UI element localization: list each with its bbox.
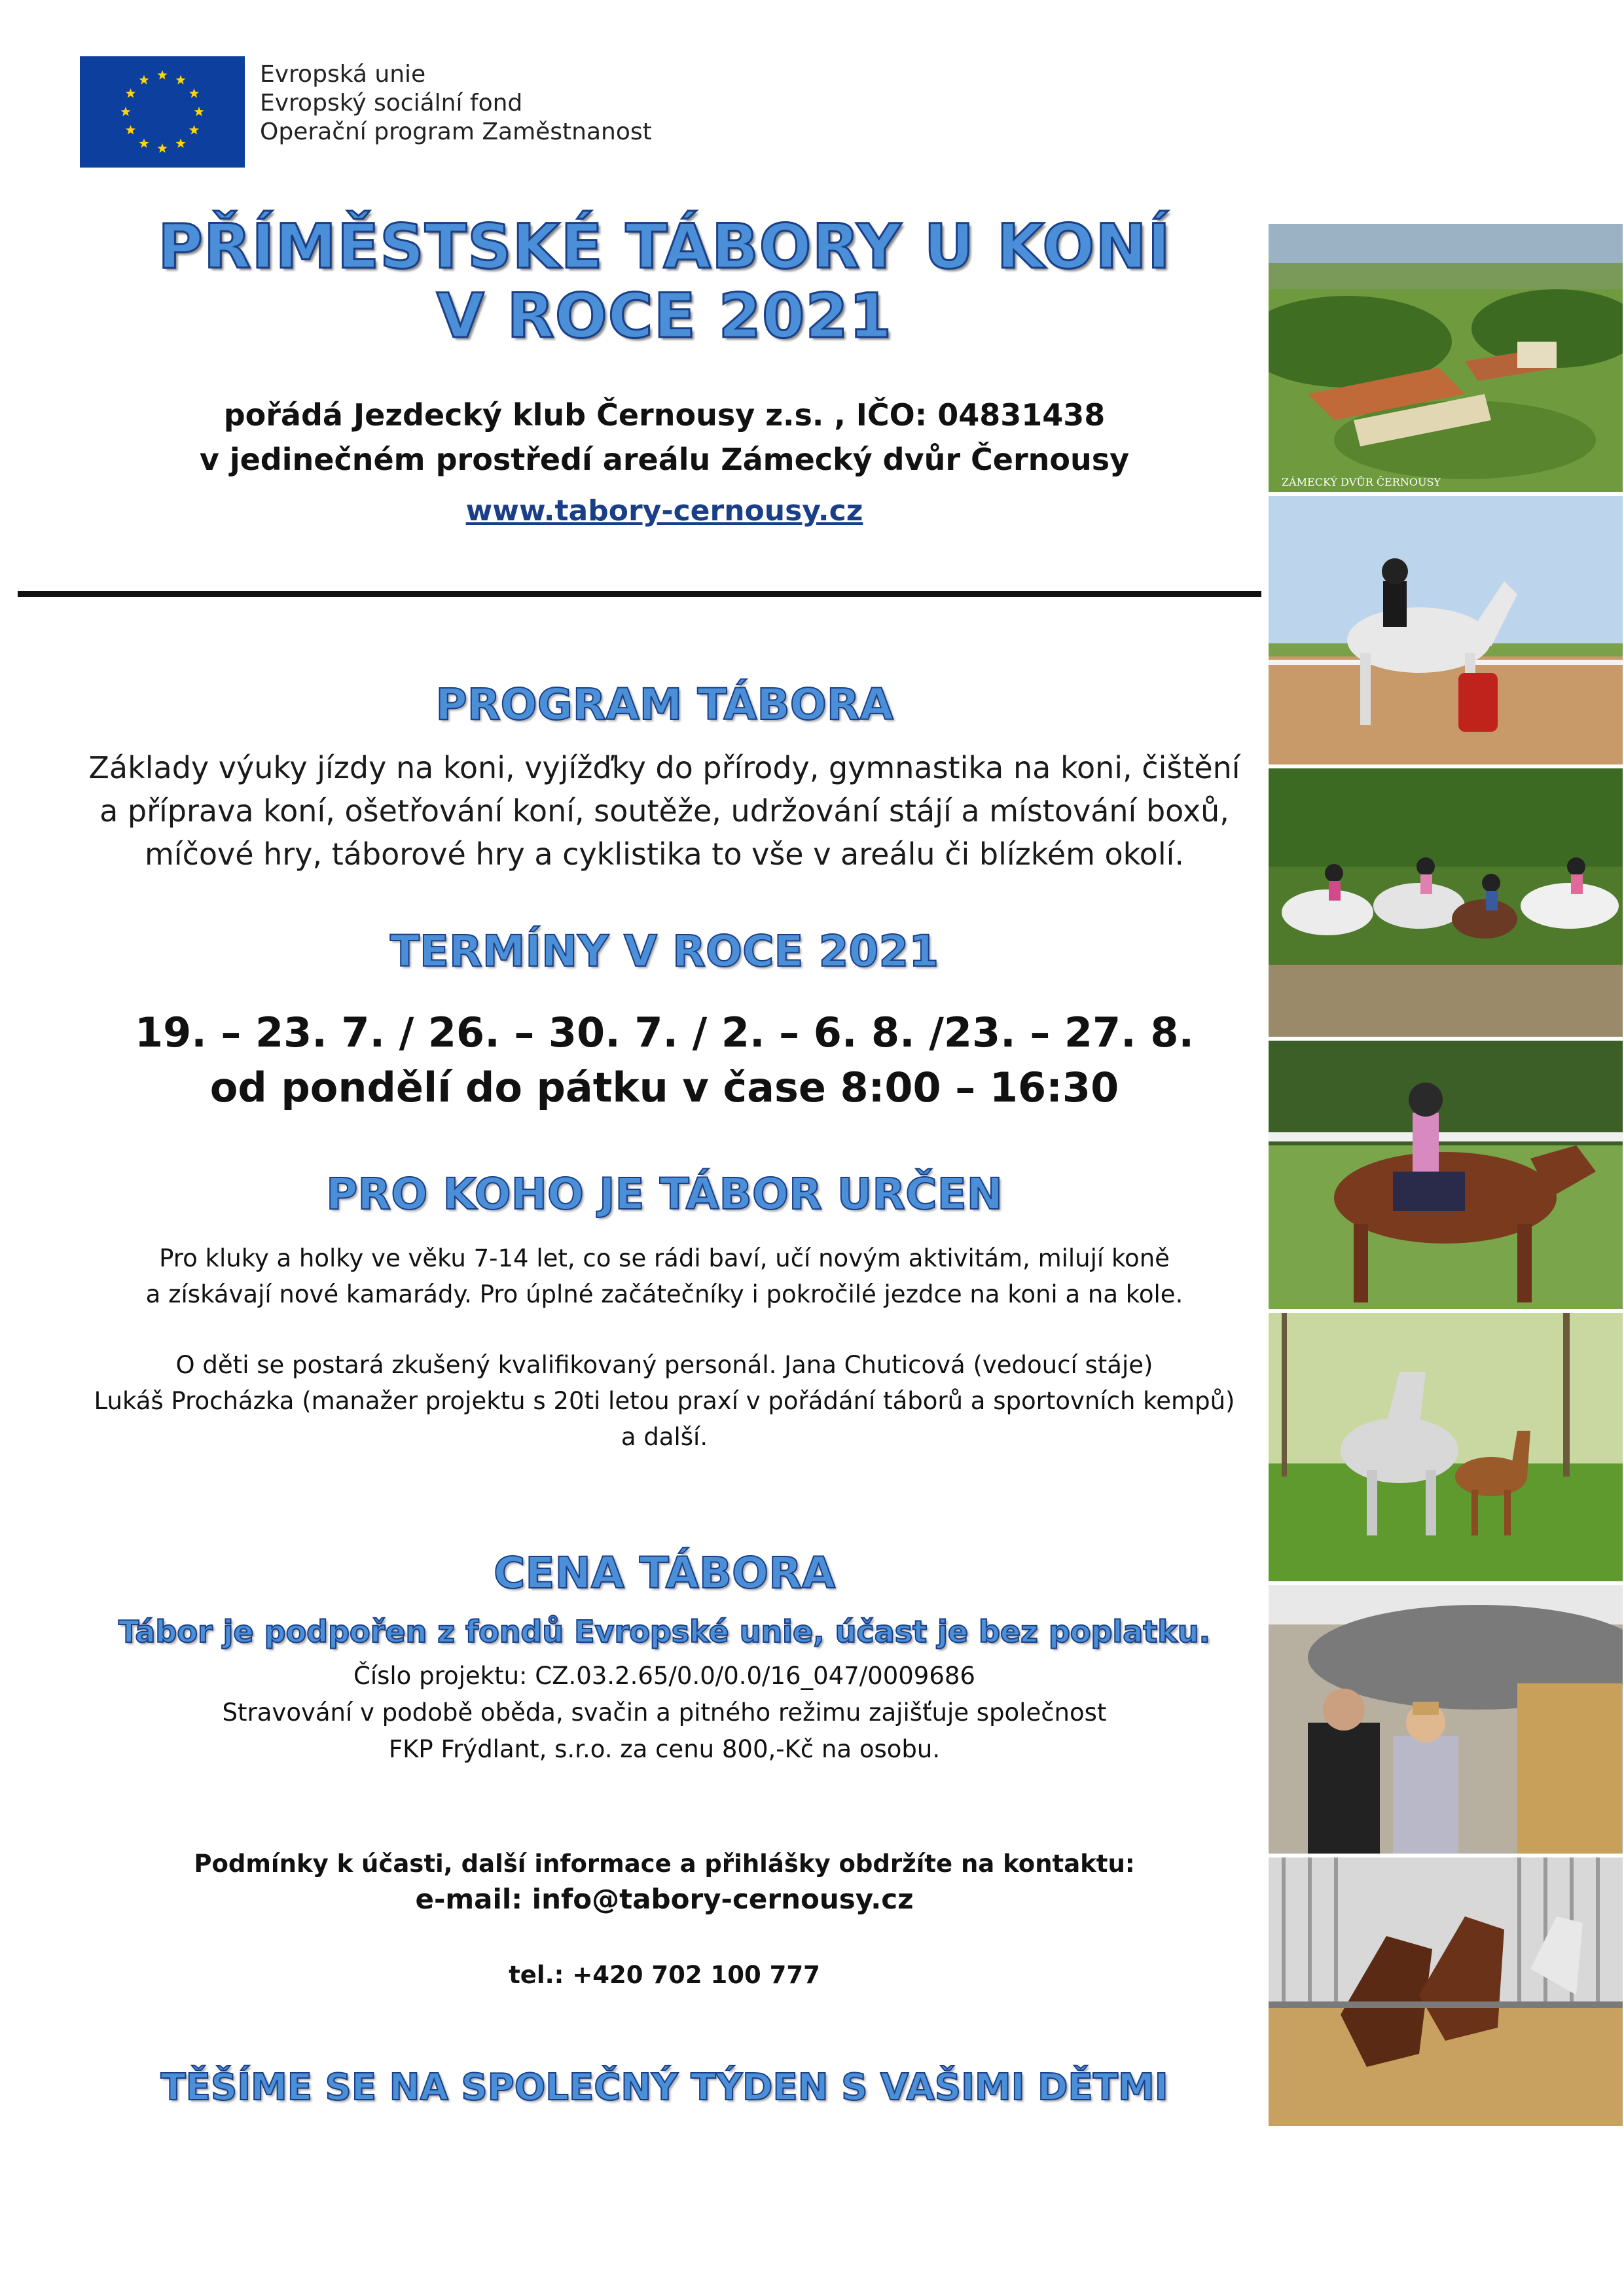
contact-phone[interactable]: tel.: +420 702 100 777	[509, 1961, 820, 1989]
organizer-line-1: pořádá Jezdecký klub Černousy z.s. , IČO: 04831438	[223, 397, 1106, 433]
title-line-2: V ROCE 2021	[436, 281, 893, 352]
project-number: Číslo projektu: CZ.03.2.65/0.0/0.0/16_047/0009686	[353, 1662, 975, 1690]
eu-program-text	[260, 60, 652, 147]
staff-description	[13, 1347, 1316, 1455]
organizer-line-2: v jedinečném prostředí areálu Zámecký dvůr Černousy	[199, 442, 1130, 477]
aerial-farm-photo	[1269, 224, 1623, 492]
eu-stars-icon	[80, 56, 245, 168]
eu-flag-logo	[80, 56, 245, 168]
rider-barrel-photo	[1269, 496, 1623, 764]
stable-horses-photo	[1269, 1857, 1623, 2126]
terms-dates	[13, 1005, 1316, 1115]
photo-column	[1269, 224, 1623, 2130]
grooming-girls-photo	[1269, 1585, 1623, 1854]
audience-description	[13, 1240, 1316, 1312]
eu-line: Operační program Zaměstnanost	[260, 118, 652, 145]
aerial-caption: ZÁMECKÝ DVŮR ČERNOUSY	[1282, 476, 1441, 488]
time-line: od pondělí do pátku v čase 8:00 – 16:30	[209, 1064, 1119, 1111]
price-subheading: Tábor je podpořen z fondů Evropské unie, účast je bez poplatku.	[118, 1614, 1211, 1649]
program-description	[13, 746, 1316, 876]
audience-line: Pro kluky a holky ve věku 7-14 let, co se rádi baví, učí novým aktivitám, milují koně	[159, 1244, 1170, 1272]
title-line-1: PŘÍMĚSTSKÉ TÁBORY U KONÍ	[158, 211, 1171, 283]
organizer-info	[13, 393, 1316, 482]
mare-foal-photo	[1269, 1313, 1623, 1581]
group-ride-photo	[1269, 768, 1623, 1037]
price-details	[13, 1658, 1316, 1768]
price-heading: CENA TÁBORA	[493, 1548, 836, 1598]
page-title	[13, 213, 1316, 351]
staff-line: Lukáš Procházka (manažer projektu s 20ti letou praxí v pořádání táborů a sportovních kempů)	[94, 1387, 1235, 1415]
audience-line: a získávají nové kamarády. Pro úplné začátečníky i pokročilé jezdce na koni a na kole.	[145, 1280, 1183, 1308]
terms-heading: TERMÍNY V ROCE 2021	[389, 926, 939, 977]
program-line: a příprava koní, ošetřování koní, soutěže, udržování stájí a místování boxů,	[99, 793, 1229, 829]
program-heading: PROGRAM TÁBORA	[435, 679, 893, 730]
eu-line: Evropská unie	[260, 61, 426, 88]
contact-intro: Podmínky k účasti, další informace a přihlášky obdržíte na kontaktu:	[194, 1850, 1135, 1878]
website-link[interactable]	[13, 494, 1316, 528]
program-line: Základy výuky jízdy na koni, vyjížďky do přírody, gymnastika na koni, čištění	[88, 750, 1240, 785]
eu-line: Evropský sociální fond	[260, 90, 523, 117]
website-link-text[interactable]: www.tabory-cernousy.cz	[465, 494, 863, 528]
catering-line: FKP Frýdlant, s.r.o. za cenu 800,-Kč na osobu.	[388, 1735, 941, 1763]
contact-email[interactable]: e-mail: info@tabory-cernousy.cz	[415, 1883, 914, 1915]
catering-line: Stravování v podobě oběda, svačin a pitného režimu zajišťuje společnost	[222, 1698, 1107, 1727]
staff-line: a další.	[621, 1423, 708, 1451]
program-line: míčové hry, táborové hry a cyklistika to vše v areálu či blízkém okolí.	[144, 836, 1184, 872]
closing-slogan: TĚŠÍME SE NA SPOLEČNÝ TÝDEN S VAŠIMI DĚTMI	[160, 2066, 1168, 2109]
girl-brown-horse-photo	[1269, 1041, 1623, 1309]
divider-rule	[18, 591, 1261, 597]
audience-heading: PRO KOHO JE TÁBOR URČEN	[326, 1169, 1003, 1219]
dates-line: 19. – 23. 7. / 26. – 30. 7. / 2. – 6. 8. /23. – 27. 8.	[134, 1009, 1195, 1056]
staff-line: O děti se postará zkušený kvalifikovaný personál. Jana Chuticová (vedoucí stáje)	[175, 1351, 1153, 1379]
